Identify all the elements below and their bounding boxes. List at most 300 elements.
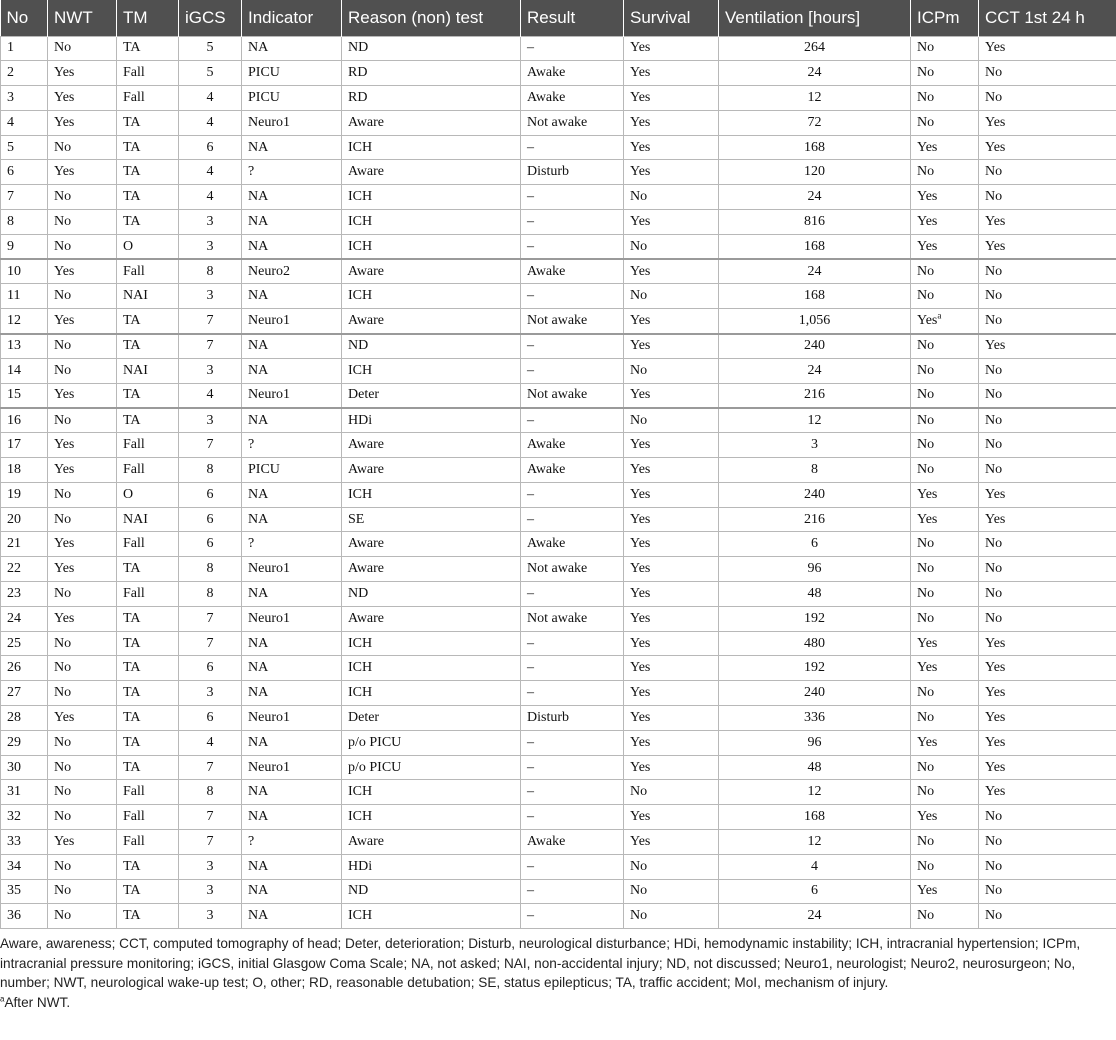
table-cell <box>979 532 1116 557</box>
table-cell <box>342 780 521 805</box>
table-cell <box>342 656 521 681</box>
table-cell <box>117 755 179 780</box>
table-cell <box>242 86 342 111</box>
cell-value: 6 <box>206 486 214 502</box>
table-cell <box>521 86 624 111</box>
table-cell <box>342 61 521 86</box>
cell-value: 480 <box>804 635 825 651</box>
cell-value: 192 <box>804 610 825 626</box>
table-cell <box>1 830 48 855</box>
footnote <box>0 993 1112 1013</box>
cell-value: 4 <box>7 114 14 130</box>
cell-value: No <box>917 585 935 601</box>
cell-value: ICH <box>348 660 373 676</box>
table-cell <box>179 879 242 904</box>
table-cell <box>719 532 911 557</box>
cell-value: 8 <box>206 263 214 279</box>
cell-value: No <box>54 809 72 825</box>
cell-value: NA <box>248 40 269 56</box>
table-cell <box>1 259 48 284</box>
table-cell <box>342 631 521 656</box>
table-cell <box>117 334 179 359</box>
column-header: NWT <box>48 0 117 36</box>
cell-value: Yes <box>630 461 651 477</box>
table-cell <box>719 61 911 86</box>
cell-value: No <box>985 89 1003 105</box>
cell-value: Yes <box>917 238 938 254</box>
table-row <box>1 358 1116 383</box>
cell-value: No <box>54 486 72 502</box>
cell-value: 6 <box>206 660 214 676</box>
cell-value: ICH <box>348 486 373 502</box>
table-cell <box>521 309 624 334</box>
cell-value: No <box>54 189 72 205</box>
table-cell <box>719 706 911 731</box>
cell-value: NA <box>248 486 269 502</box>
cell-value: Yes <box>985 238 1006 254</box>
table-row <box>1 334 1116 359</box>
cell-value: No <box>985 362 1003 378</box>
table-cell <box>979 606 1116 631</box>
cell-value: ICH <box>348 908 373 924</box>
table-cell <box>48 110 117 135</box>
cell-value: 21 <box>7 536 21 552</box>
table-cell <box>719 656 911 681</box>
cell-value: No <box>985 561 1003 577</box>
table-row <box>1 110 1116 135</box>
table-cell <box>117 854 179 879</box>
table-cell <box>117 408 179 433</box>
column-header: iGCS <box>179 0 242 36</box>
table-cell <box>117 681 179 706</box>
cell-value: 4 <box>811 858 818 874</box>
table-row <box>1 458 1116 483</box>
table-cell <box>1 234 48 259</box>
cell-value: Yes <box>54 709 75 725</box>
cell-value: Yes <box>917 883 938 899</box>
cell-value: No <box>54 238 72 254</box>
cell-value: 8 <box>206 561 214 577</box>
cell-value: Yes <box>630 437 651 453</box>
table-cell <box>117 433 179 458</box>
table-cell <box>719 854 911 879</box>
cell-value: NA <box>248 685 269 701</box>
table-cell <box>911 532 979 557</box>
table-cell <box>179 681 242 706</box>
cell-value: Neuro1 <box>248 759 290 775</box>
cell-value: No <box>630 412 648 428</box>
table-row <box>1 830 1116 855</box>
cell-value: 14 <box>7 362 21 378</box>
table-cell <box>521 210 624 235</box>
cell-value: 16 <box>7 412 21 428</box>
table-cell <box>179 86 242 111</box>
cell-value: TA <box>123 213 141 229</box>
table-cell <box>911 160 979 185</box>
cell-value: Aware <box>348 312 385 328</box>
table-cell <box>1 706 48 731</box>
cell-value: – <box>527 511 534 527</box>
cell-value: 216 <box>804 511 825 527</box>
column-header: Ventilation [hours] <box>719 0 911 36</box>
cell-value: No <box>917 759 935 775</box>
cell-value: No <box>54 734 72 750</box>
cell-value: No <box>54 759 72 775</box>
cell-value: No <box>985 858 1003 874</box>
table-cell <box>342 358 521 383</box>
cell-value: Yes <box>917 635 938 651</box>
cell-value: Yes <box>630 610 651 626</box>
table-cell <box>242 606 342 631</box>
table-cell <box>911 110 979 135</box>
cell-value: Aware <box>348 833 385 849</box>
cell-value: – <box>527 883 534 899</box>
table-cell <box>242 334 342 359</box>
cell-value: 5 <box>7 139 14 155</box>
cell-value: O <box>123 238 134 254</box>
table-cell <box>521 160 624 185</box>
table-cell <box>624 730 719 755</box>
cell-value: 22 <box>7 561 21 577</box>
cell-value: Yes <box>630 685 651 701</box>
table-cell <box>48 383 117 408</box>
cell-value: TA <box>123 908 141 924</box>
table-row <box>1 408 1116 433</box>
table-cell <box>1 656 48 681</box>
cell-value: – <box>527 734 534 750</box>
table-row <box>1 135 1116 160</box>
table-cell <box>242 681 342 706</box>
table-cell <box>979 805 1116 830</box>
table-cell <box>521 780 624 805</box>
cell-value: Yes <box>54 312 75 328</box>
cell-value: 11 <box>7 288 21 304</box>
table-cell <box>179 656 242 681</box>
table-cell <box>242 854 342 879</box>
table-cell <box>48 706 117 731</box>
table-cell <box>342 259 521 284</box>
table-cell <box>719 582 911 607</box>
table-cell <box>911 482 979 507</box>
table-cell <box>719 433 911 458</box>
table-cell <box>979 160 1116 185</box>
table-notes <box>0 934 1112 1012</box>
table-cell <box>521 854 624 879</box>
table-cell <box>521 383 624 408</box>
table-cell <box>624 160 719 185</box>
table-cell <box>911 755 979 780</box>
cell-value: Awake <box>527 89 566 105</box>
cell-value: No <box>917 858 935 874</box>
table-cell <box>1 805 48 830</box>
table-cell <box>911 234 979 259</box>
cell-value: Yes <box>54 387 75 403</box>
table-cell <box>242 110 342 135</box>
table-cell <box>342 234 521 259</box>
table-cell <box>48 507 117 532</box>
table-cell <box>179 532 242 557</box>
table-cell <box>911 86 979 111</box>
cell-value: 4 <box>206 164 214 180</box>
table-cell <box>911 854 979 879</box>
table-cell <box>911 904 979 929</box>
cell-value: No <box>54 139 72 155</box>
table-cell <box>521 507 624 532</box>
cell-value: No <box>985 585 1003 601</box>
table-cell <box>242 259 342 284</box>
table-cell <box>521 582 624 607</box>
table-row <box>1 61 1116 86</box>
table-cell <box>117 458 179 483</box>
table-row <box>1 780 1116 805</box>
table-cell <box>179 358 242 383</box>
table-cell <box>521 433 624 458</box>
cell-value: NA <box>248 858 269 874</box>
table-cell <box>242 61 342 86</box>
table-row <box>1 210 1116 235</box>
table-cell <box>521 185 624 210</box>
table-cell <box>911 259 979 284</box>
table-cell <box>1 160 48 185</box>
cell-value: Yes <box>917 213 938 229</box>
table-row <box>1 36 1116 61</box>
cell-value: 19 <box>7 486 21 502</box>
table-cell <box>719 408 911 433</box>
cell-value: 32 <box>7 809 21 825</box>
cell-value: 12 <box>807 784 822 800</box>
table-cell <box>242 36 342 61</box>
table-cell <box>624 61 719 86</box>
table-cell <box>979 210 1116 235</box>
cell-value: Fall <box>123 784 145 800</box>
cell-value: 6 <box>811 883 818 899</box>
cell-value: SE <box>348 511 365 527</box>
table-cell <box>242 284 342 309</box>
cell-value: NA <box>248 511 269 527</box>
table-cell <box>1 309 48 334</box>
table-cell <box>979 681 1116 706</box>
table-cell <box>624 383 719 408</box>
table-cell <box>911 135 979 160</box>
table-cell <box>911 284 979 309</box>
cell-value: No <box>985 164 1003 180</box>
table-cell <box>179 309 242 334</box>
table-cell <box>719 110 911 135</box>
cell-value: No <box>985 65 1003 81</box>
cell-value: 168 <box>804 139 825 155</box>
cell-value: 3 <box>206 213 214 229</box>
cell-value: O <box>123 486 134 502</box>
cell-value: Yes <box>985 213 1006 229</box>
cell-value: Fall <box>123 809 145 825</box>
table-cell <box>719 755 911 780</box>
table-cell <box>48 433 117 458</box>
cell-value: 216 <box>804 387 825 403</box>
table-cell <box>342 854 521 879</box>
table-cell <box>911 557 979 582</box>
column-header: TM <box>117 0 179 36</box>
table-cell <box>48 606 117 631</box>
cell-value: – <box>527 412 534 428</box>
cell-value: Yes <box>54 610 75 626</box>
table-cell <box>179 185 242 210</box>
table-cell <box>719 234 911 259</box>
cell-value: 8 <box>206 461 214 477</box>
table-row <box>1 234 1116 259</box>
table-cell <box>719 309 911 334</box>
cell-value: No <box>917 561 935 577</box>
table-cell <box>911 606 979 631</box>
cell-value: 12 <box>7 312 21 328</box>
table-cell <box>242 631 342 656</box>
cell-value: Yes <box>54 89 75 105</box>
cell-value: Neuro1 <box>248 312 290 328</box>
cell-value: No <box>917 362 935 378</box>
cell-value: Yes <box>630 511 651 527</box>
table-cell <box>242 433 342 458</box>
cell-value: 26 <box>7 660 21 676</box>
cell-value: 7 <box>206 833 214 849</box>
table-cell <box>179 730 242 755</box>
table-row <box>1 433 1116 458</box>
table-cell <box>48 458 117 483</box>
cell-value: – <box>527 809 534 825</box>
table-cell <box>979 433 1116 458</box>
table-cell <box>48 160 117 185</box>
cell-value: Yes <box>917 511 938 527</box>
footnote-mark: a <box>937 310 942 321</box>
table-cell <box>48 830 117 855</box>
table-cell <box>719 879 911 904</box>
table-cell <box>342 830 521 855</box>
cell-value: Yes <box>985 759 1006 775</box>
cell-value: ND <box>348 40 369 56</box>
table-cell <box>48 234 117 259</box>
table-cell <box>624 830 719 855</box>
table-cell <box>342 730 521 755</box>
cell-value: 30 <box>7 759 21 775</box>
table-cell <box>342 706 521 731</box>
table-cell <box>979 706 1116 731</box>
cell-value: No <box>54 412 72 428</box>
table-cell <box>242 532 342 557</box>
table-cell <box>1 557 48 582</box>
cell-value: NA <box>248 338 269 354</box>
column-header: ICPm <box>911 0 979 36</box>
cell-value: No <box>985 883 1003 899</box>
cell-value: 3 <box>206 288 214 304</box>
table-cell <box>521 755 624 780</box>
cell-value: Not awake <box>527 114 588 130</box>
table-cell <box>179 383 242 408</box>
cell-value: ICH <box>348 685 373 701</box>
table-cell <box>117 656 179 681</box>
cell-value: No <box>917 89 935 105</box>
cell-value: 25 <box>7 635 21 651</box>
cell-value: Fall <box>123 833 145 849</box>
cell-value: 36 <box>7 908 21 924</box>
table-cell <box>1 755 48 780</box>
cell-value: – <box>527 189 534 205</box>
table-cell <box>48 879 117 904</box>
cell-value: TA <box>123 40 141 56</box>
cell-value: 72 <box>807 114 822 130</box>
cell-value: Yes <box>985 709 1006 725</box>
table-cell <box>342 383 521 408</box>
table-row <box>1 755 1116 780</box>
cell-value: No <box>985 908 1003 924</box>
table-cell <box>48 582 117 607</box>
cell-value: Yes <box>630 809 651 825</box>
cell-value: 1,056 <box>798 312 831 328</box>
table-cell <box>624 532 719 557</box>
cell-value: No <box>917 338 935 354</box>
cell-value: Yes <box>917 486 938 502</box>
cell-value: No <box>54 635 72 651</box>
table-row <box>1 309 1116 334</box>
table-row <box>1 383 1116 408</box>
table-cell <box>1 86 48 111</box>
table-cell <box>521 681 624 706</box>
cell-value: TA <box>123 387 141 403</box>
cell-value: 6 <box>206 536 214 552</box>
table-cell <box>719 507 911 532</box>
table-cell <box>342 284 521 309</box>
table-cell <box>911 706 979 731</box>
table-cell <box>624 36 719 61</box>
table-cell <box>911 780 979 805</box>
table-cell <box>179 259 242 284</box>
table-cell <box>48 36 117 61</box>
table-cell <box>624 557 719 582</box>
table-cell <box>179 805 242 830</box>
cell-value: Neuro1 <box>248 610 290 626</box>
cell-value: – <box>527 288 534 304</box>
table-cell <box>117 185 179 210</box>
cell-value: Yes <box>54 164 75 180</box>
table-cell <box>242 160 342 185</box>
cell-value: Neuro1 <box>248 387 290 403</box>
table-cell <box>342 458 521 483</box>
cell-value: No <box>917 263 935 279</box>
cell-value: NA <box>248 883 269 899</box>
cell-value: NA <box>248 585 269 601</box>
cell-value: 8 <box>206 585 214 601</box>
table-cell <box>521 358 624 383</box>
cell-value: 120 <box>804 164 825 180</box>
cell-value: Fall <box>123 263 145 279</box>
table-cell <box>521 805 624 830</box>
table-cell <box>117 210 179 235</box>
table-cell <box>179 433 242 458</box>
cell-value: Awake <box>527 437 566 453</box>
cell-value: No <box>985 461 1003 477</box>
table-cell <box>911 36 979 61</box>
cell-value: 4 <box>206 114 214 130</box>
table-cell <box>911 185 979 210</box>
table-row <box>1 185 1116 210</box>
cell-value: NAI <box>123 362 148 378</box>
table-cell <box>179 334 242 359</box>
table-row <box>1 284 1116 309</box>
table-row <box>1 606 1116 631</box>
cell-value: Yes <box>917 734 938 750</box>
cell-value: 96 <box>807 561 822 577</box>
table-cell <box>521 61 624 86</box>
table-cell <box>979 482 1116 507</box>
cell-value: No <box>54 585 72 601</box>
table-cell <box>979 383 1116 408</box>
